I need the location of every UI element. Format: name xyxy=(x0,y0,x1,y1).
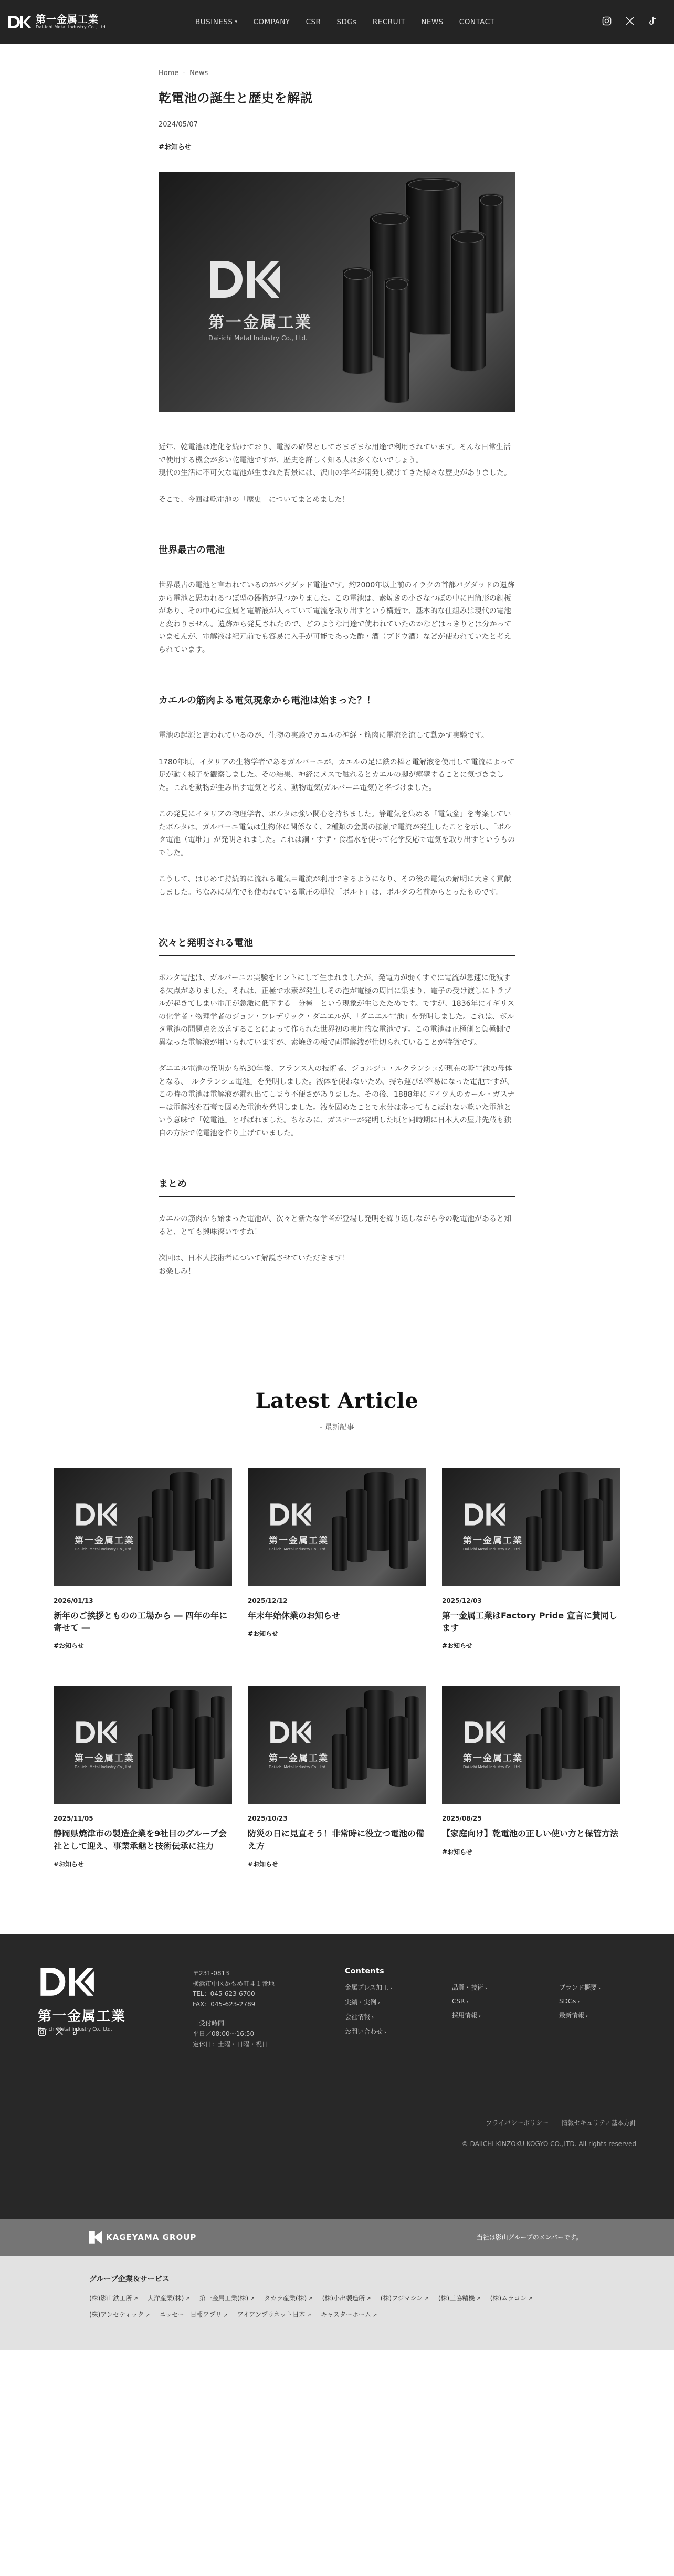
footer-link[interactable]: 品質・技術 › xyxy=(452,1983,488,1991)
breadcrumb-separator: - xyxy=(183,69,186,77)
card-thumbnail xyxy=(54,1686,232,1804)
security-policy-link[interactable]: 情報セキュリティ基本方針 xyxy=(561,2119,636,2127)
group-link[interactable]: 大洋産業(株) ↗ xyxy=(148,2294,190,2302)
card-date: 2025/08/25 xyxy=(442,1815,482,1823)
hero-image xyxy=(159,172,515,412)
footer-company-info xyxy=(193,1969,275,2050)
breadcrumb xyxy=(159,69,515,77)
group-link[interactable]: (株)フジマシン ↗ xyxy=(381,2294,429,2302)
chevron-right-icon: › xyxy=(479,2013,481,2019)
footer-col xyxy=(559,1983,638,2042)
group-link[interactable]: キャスターホーム ↗ xyxy=(321,2310,377,2319)
nav-sdgs[interactable]: SDGs xyxy=(336,18,357,26)
card-logo-ja: 第一金属工業 xyxy=(269,1753,329,1764)
card-logo-en: Dai-ichi Metal Industry Co., Ltd. xyxy=(463,1547,521,1551)
section-summary xyxy=(159,1176,515,1278)
dk-logo-icon xyxy=(463,1720,523,1749)
chevron-right-icon: › xyxy=(390,1985,393,1991)
card-logo-ja: 第一金属工業 xyxy=(269,1536,329,1546)
card-logo-en: Dai-ichi Metal Industry Co., Ltd. xyxy=(75,1765,133,1770)
footer-postal: 〒231-0813 xyxy=(193,1969,229,1977)
section-paragraph: ボルタ電池は、ガルバーニの実験をヒントにして生まれましたが、発電力が弱くすぐに電流が急速に低減する欠点がありました。それは、正極で水素が発生しその泡が電極の周囲に集まり、電子の受け渡しにトラブルが起きてしまい電圧が急激に低下する「分極」という現象が生じたためです。ですが、1836年にイギリスの化学者・物理学者のジョン・フレデリック・ダニエルが、「ダニエル電池」を発明しました。これは、ボルタ電池の問題点を改善することによって作られた世界初の実用的な電池です。この電池は正極側と負極側で異なった電解液が用いられていますが、素焼きの板で両電解液が仕切られていることが特徴です。 xyxy=(159,974,515,1047)
group-link[interactable]: (株)アンセティック ↗ xyxy=(89,2310,150,2319)
pipe-graphic xyxy=(526,1734,542,1789)
group-link[interactable]: (株)小出製造所 ↗ xyxy=(322,2294,371,2302)
footer-fax: FAX：045-623-2789 xyxy=(193,2001,256,2009)
group-note: 当社は影山グループのメンバーです。 xyxy=(476,2234,582,2242)
footer-address: 横浜市中区かもめ町４１番地 xyxy=(193,1980,275,1988)
pipe-graphic xyxy=(346,1489,367,1562)
intro-paragraph: 現代の生活に不可欠な電池が生まれた背景には、沢山の学者が開発し続けてきた様々な歴史がありました。 xyxy=(159,469,511,477)
footer-contents xyxy=(345,1967,638,2042)
dk-logo-icon xyxy=(463,1502,523,1531)
nav-contact[interactable]: CONTACT xyxy=(459,18,495,26)
section-frog-muscle xyxy=(159,693,515,899)
card-title: 年末年始休業のお知らせ xyxy=(248,1611,340,1621)
footer-logo-ja: 第一金属工業 xyxy=(38,2008,127,2024)
group-bar xyxy=(0,2219,674,2256)
footer-link[interactable]: お問い合わせ › xyxy=(345,2027,387,2035)
breadcrumb-news[interactable]: News xyxy=(189,69,208,77)
card-title: 静岡県焼津市の製造企業を9社目のグループ会社として迎え、事業承継と技術伝承に注力 xyxy=(54,1828,227,1851)
copyright: © DAIICHI KINZOKU KOGYO CO.,LTD. All rights reserved xyxy=(461,2140,636,2148)
latest-title: Latest Article xyxy=(255,1389,419,1413)
footer-col xyxy=(345,1983,424,2042)
footer-social-links xyxy=(38,2028,80,2038)
card-date: 2025/11/05 xyxy=(54,1815,93,1823)
article-card[interactable] xyxy=(248,1468,426,1650)
section-paragraph: 世界最古の電池と言われているのがバグダッド電池です。約2000年以上前のイラクの首都バグダッドの遺跡から電池と思われるつぼ型の器物が見つかりました。この電池は、素焼きの小さなつぼの中に円筒形の銅板があり、その中心に金属と電解液が入っていて電流を取り出すという構造で、基本的な仕組みは現代の電池と変わりません。遺跡から発見されたので、どのような用途で使われていたのかなどはっきりとは分かっていませんが、電解液は紀元前でも容易に入手が可能であった酢・酒（ブドウ酒）などが使われていたと考えられています。 xyxy=(159,581,514,654)
pipe-graphic xyxy=(541,1707,562,1780)
nav-csr[interactable]: CSR xyxy=(306,18,321,26)
footer-logo[interactable] xyxy=(38,1966,126,2032)
card-logo xyxy=(463,1502,523,1551)
section-heading: 次々と発明される電池 xyxy=(159,935,515,956)
card-date: 2025/12/12 xyxy=(248,1597,288,1604)
logo-name-en: Dai-ichi Metal Industry Co., Ltd. xyxy=(36,24,107,29)
article-card[interactable] xyxy=(442,1686,620,1868)
group-links xyxy=(89,2294,551,2319)
card-title: 防災の日に見直そう！非常時に役立つ電池の備え方 xyxy=(248,1828,425,1851)
section-heading: 世界最古の電池 xyxy=(159,543,515,563)
footer-link[interactable]: SDGs › xyxy=(559,1997,580,2005)
group-link[interactable]: ニッセー｜日報アプリ ↗ xyxy=(160,2310,228,2319)
site-footer xyxy=(0,1934,674,2219)
footer-link[interactable]: 金属プレス加工 › xyxy=(345,1983,393,1991)
card-logo-ja: 第一金属工業 xyxy=(463,1536,523,1546)
logo-name-ja: 第一金属工業 xyxy=(36,13,99,25)
article-card[interactable] xyxy=(54,1468,232,1650)
card-tag: #お知らせ xyxy=(442,1848,472,1856)
pipe-graphic xyxy=(195,1498,214,1569)
footer-contents-title: Contents xyxy=(345,1967,385,1975)
latest-subtitle: - 最新記事 xyxy=(320,1423,354,1432)
footer-tel[interactable]: TEL：045-623-6700 xyxy=(193,1990,255,1998)
chevron-right-icon: › xyxy=(378,2000,381,2006)
chevron-right-icon: › xyxy=(466,1999,469,2005)
pipe-graphic xyxy=(332,1516,347,1571)
x-twitter-icon[interactable] xyxy=(625,17,635,28)
page-title: 乾電池の誕生と歴史を解説 xyxy=(159,91,313,106)
card-logo xyxy=(269,1720,329,1769)
card-logo-en: Dai-ichi Metal Industry Co., Ltd. xyxy=(269,1765,327,1770)
tiktok-icon[interactable] xyxy=(72,2028,80,2038)
section-paragraph: 電池の起源と言われているのが、生物の実験でカエルの神経・筋肉に電流を流して動かす実験です。 xyxy=(159,731,489,740)
hero-logo-en: Dai-ichi Metal Industry Co., Ltd. xyxy=(208,334,308,342)
post-tag[interactable]: #お知らせ xyxy=(159,143,192,151)
footer-holidays: 定休日：土曜・日曜・祝日 xyxy=(193,2040,269,2048)
card-logo-en: Dai-ichi Metal Industry Co., Ltd. xyxy=(463,1765,521,1770)
chevron-right-icon: › xyxy=(372,2014,374,2021)
card-logo xyxy=(75,1502,134,1551)
card-date: 2025/12/03 xyxy=(442,1597,482,1604)
pipe-graphic xyxy=(152,1489,173,1562)
nav-recruit[interactable]: RECRUIT xyxy=(372,18,406,26)
group-logo[interactable]: KAGEYAMA GROUP xyxy=(89,2231,196,2244)
site-header xyxy=(0,0,674,44)
card-thumbnail xyxy=(248,1468,426,1586)
footer-logo-en: Dai-ichi Metal Industry Co., Ltd. xyxy=(38,2026,112,2032)
social-links xyxy=(602,0,658,44)
section-paragraph: こうして、はじめて持続的に流れる電気＝電流が利用できるようになり、その後の電気の解明に大きく貢献しました。ちなみに現在でも使われている電圧の単位「ボルト」は、ボルタの名前からとったものです。 xyxy=(159,875,511,897)
group-companies xyxy=(0,2256,674,2350)
latest-articles xyxy=(0,1389,674,1868)
group-link[interactable]: 第一金属工業(株) ↗ xyxy=(199,2294,255,2302)
card-title: 【家庭向け】乾電池の正しい使い方と保管方法 xyxy=(442,1828,619,1839)
pipe-graphic xyxy=(342,267,373,374)
card-logo-en: Dai-ichi Metal Industry Co., Ltd. xyxy=(269,1547,327,1551)
chevron-right-icon: › xyxy=(586,2013,588,2019)
card-logo-ja: 第一金属工業 xyxy=(75,1536,134,1546)
card-logo-ja: 第一金属工業 xyxy=(75,1753,134,1764)
group-link[interactable]: (株)ムラコン ↗ xyxy=(490,2294,533,2302)
footer-link[interactable]: ブランド概要 › xyxy=(559,1983,601,1991)
footer-link[interactable]: CSR › xyxy=(452,1997,469,2005)
latest-grid xyxy=(54,1468,620,1868)
chevron-right-icon: › xyxy=(485,1985,488,1991)
section-paragraph: ダニエル電池の発明から約30年後、フランス人の技術者、ジョルジュ・ルクランシェが現在の乾電池の母体となる、「ルクランシェ電池」を発明しました。液体を使わないため、持ち運びが容易になった電池ですが、この時の電池は電解液が漏れ出てしまう不便さがありました。その後、1888年にドイツ人のカール・ガスナーは電解液を石膏で固めた電池を発明しました。液を固めたことで水分は多ってもこぼれない乾いた電池という意味で「乾電池」と呼ばれました。ちなみに、ガスナーが発明した頃と同時期に日本人の屋井先蔵も独自の方法で乾電池を作り上げていました。 xyxy=(159,1065,515,1138)
nav-business[interactable]: BUSINESS ▾ xyxy=(195,18,238,26)
footer-legal xyxy=(486,2118,636,2127)
dk-logo-icon xyxy=(269,1720,329,1749)
card-title: 新年のご挨拶とものの工場から ― 四年の年に寄せて ― xyxy=(54,1611,228,1633)
section-paragraph: 1780年頃、イタリアの生物学者であるガルバーニが、カエルの足に鉄の棒と電解液を使用して電流によって足が動く様子を観察しました。その結果、神経にメスで触れるとカエルの脚が痙攣することに気づきました。これを動物が生み出す電気と考え、動物電気(ガルバーニ電気)と名づけました。 xyxy=(159,758,515,792)
card-thumbnail xyxy=(54,1468,232,1586)
card-thumbnail xyxy=(248,1686,426,1804)
pipe-graphic xyxy=(195,1716,214,1787)
group-link[interactable]: アイアンプラネット日本 ↗ xyxy=(237,2310,311,2319)
section-inventions xyxy=(159,935,515,1140)
card-logo-ja: 第一金属工業 xyxy=(463,1753,523,1764)
footer-link[interactable]: 最新情報 › xyxy=(559,2011,588,2019)
kageyama-k-icon xyxy=(89,2231,102,2244)
card-tag: #お知らせ xyxy=(54,1860,84,1868)
pipe-graphic xyxy=(346,1707,367,1780)
hero-logo-ja: 第一金属工業 xyxy=(208,313,312,332)
card-tag: #お知らせ xyxy=(442,1642,472,1650)
footer-hours-label: ［受付時間］ xyxy=(193,2019,231,2027)
breadcrumb-home[interactable]: Home xyxy=(159,69,179,77)
dk-logo-icon xyxy=(38,1966,126,2002)
pipe-graphic xyxy=(152,1707,173,1780)
pipe-graphic xyxy=(584,1498,603,1569)
footer-link[interactable]: 採用情報 › xyxy=(452,2011,481,2019)
chevron-right-icon: › xyxy=(598,1985,601,1991)
card-tag: #お知らせ xyxy=(248,1630,278,1638)
article xyxy=(159,44,515,1336)
privacy-policy-link[interactable]: プライバシーポリシー xyxy=(486,2119,549,2127)
pipe-graphic xyxy=(541,1489,562,1562)
pipe-graphic xyxy=(526,1516,542,1571)
nav-news[interactable]: NEWS xyxy=(421,18,444,26)
section-heading: まとめ xyxy=(159,1176,515,1197)
tiktok-icon[interactable] xyxy=(648,16,658,28)
card-thumbnail xyxy=(442,1468,620,1586)
main-nav xyxy=(195,0,510,44)
group-title: グループ企業＆サービス xyxy=(89,2275,170,2284)
section-oldest-battery xyxy=(159,543,515,656)
logo-mark-icon xyxy=(7,15,31,29)
pipe-graphic xyxy=(332,1734,347,1789)
card-logo xyxy=(463,1720,523,1769)
instagram-icon[interactable] xyxy=(38,2028,46,2038)
instagram-icon[interactable] xyxy=(602,16,612,28)
intro-paragraph: 近年、乾電池は進化を続けており、電源の確保としてさまざまな用途で利用されています。そんな日常生活で使用する機会が多い乾電池ですが、歴史を詳しく知る人は多くないでしょう。 xyxy=(159,443,511,465)
pipe-graphic xyxy=(138,1516,153,1571)
card-logo-en: Dai-ichi Metal Industry Co., Ltd. xyxy=(75,1547,133,1551)
chevron-right-icon: › xyxy=(384,2029,387,2035)
group-link[interactable]: タカラ産業(株) ↗ xyxy=(264,2294,313,2302)
pipe-graphic xyxy=(138,1734,153,1789)
chevron-down-icon: ▾ xyxy=(235,19,238,25)
article-card[interactable] xyxy=(248,1686,426,1868)
site-logo[interactable] xyxy=(7,15,107,29)
card-tag: #お知らせ xyxy=(54,1642,84,1650)
article-card[interactable] xyxy=(54,1686,232,1868)
card-thumbnail xyxy=(442,1686,620,1804)
group-link[interactable]: (株)影山鉄工所 ↗ xyxy=(89,2294,138,2302)
footer-hours: 平日／08:00〜16:50 xyxy=(193,2030,255,2037)
section-paragraph: 次回は、日本人技術者について解説させていただきます！ お楽しみ！ xyxy=(159,1254,350,1276)
dk-logo-icon xyxy=(75,1720,134,1749)
footer-col xyxy=(452,1983,531,2042)
section-paragraph: カエルの筋肉から始まった電池が、次々と新たな学者が登場し発明を繰り返しながら今の乾電池があると知ると、とても興味深いですね！ xyxy=(159,1215,511,1236)
chevron-right-icon: › xyxy=(577,1999,580,2005)
pipe-graphic xyxy=(450,230,486,372)
card-logo xyxy=(269,1502,329,1551)
dk-logo-icon xyxy=(269,1502,329,1531)
footer-link[interactable]: 会社情報 › xyxy=(345,2013,374,2021)
post-date: 2024/05/07 xyxy=(159,121,198,129)
card-date: 2025/10/23 xyxy=(248,1815,288,1823)
hero-logo xyxy=(208,259,312,342)
pipe-graphic xyxy=(384,277,409,403)
pipe-graphic xyxy=(389,1716,408,1787)
footer-link[interactable]: 実績・実例 › xyxy=(345,1998,381,2006)
section-heading: カエルの筋肉よる電気現象から電池は始まった？！ xyxy=(159,693,515,713)
card-date: 2026/01/13 xyxy=(54,1597,93,1604)
nav-company[interactable]: COMPANY xyxy=(253,18,290,26)
section-paragraph: この発見にイタリアの物理学者、ボルタは強い関心を持ちました。静電気を集める「電気盆」を考案していたボルタは、ガルバーニ電気は生物体に関係なく、2種類の金属の接触で電流が発生したことを示し、「ボルタ電池（電堆）」が発明されました。これは銅・すず・食塩水を使って化学反応で電気を取り出すというものでした。 xyxy=(159,810,515,857)
card-title: 第一金属工業はFactory Pride 宣言に賛同します xyxy=(442,1611,617,1633)
card-tag: #お知らせ xyxy=(248,1860,278,1868)
group-link[interactable]: (株)三協精機 ↗ xyxy=(438,2294,481,2302)
intro-paragraph: そこで、今回は乾電池の「歴史」についてまとめました！ xyxy=(159,495,350,504)
dk-logo-icon xyxy=(208,259,312,306)
pipe-graphic xyxy=(389,1498,408,1569)
card-logo xyxy=(75,1720,134,1769)
dk-logo-icon xyxy=(75,1502,134,1531)
article-card[interactable] xyxy=(442,1468,620,1650)
pipe-graphic xyxy=(584,1716,603,1787)
x-twitter-icon[interactable] xyxy=(56,2028,63,2038)
